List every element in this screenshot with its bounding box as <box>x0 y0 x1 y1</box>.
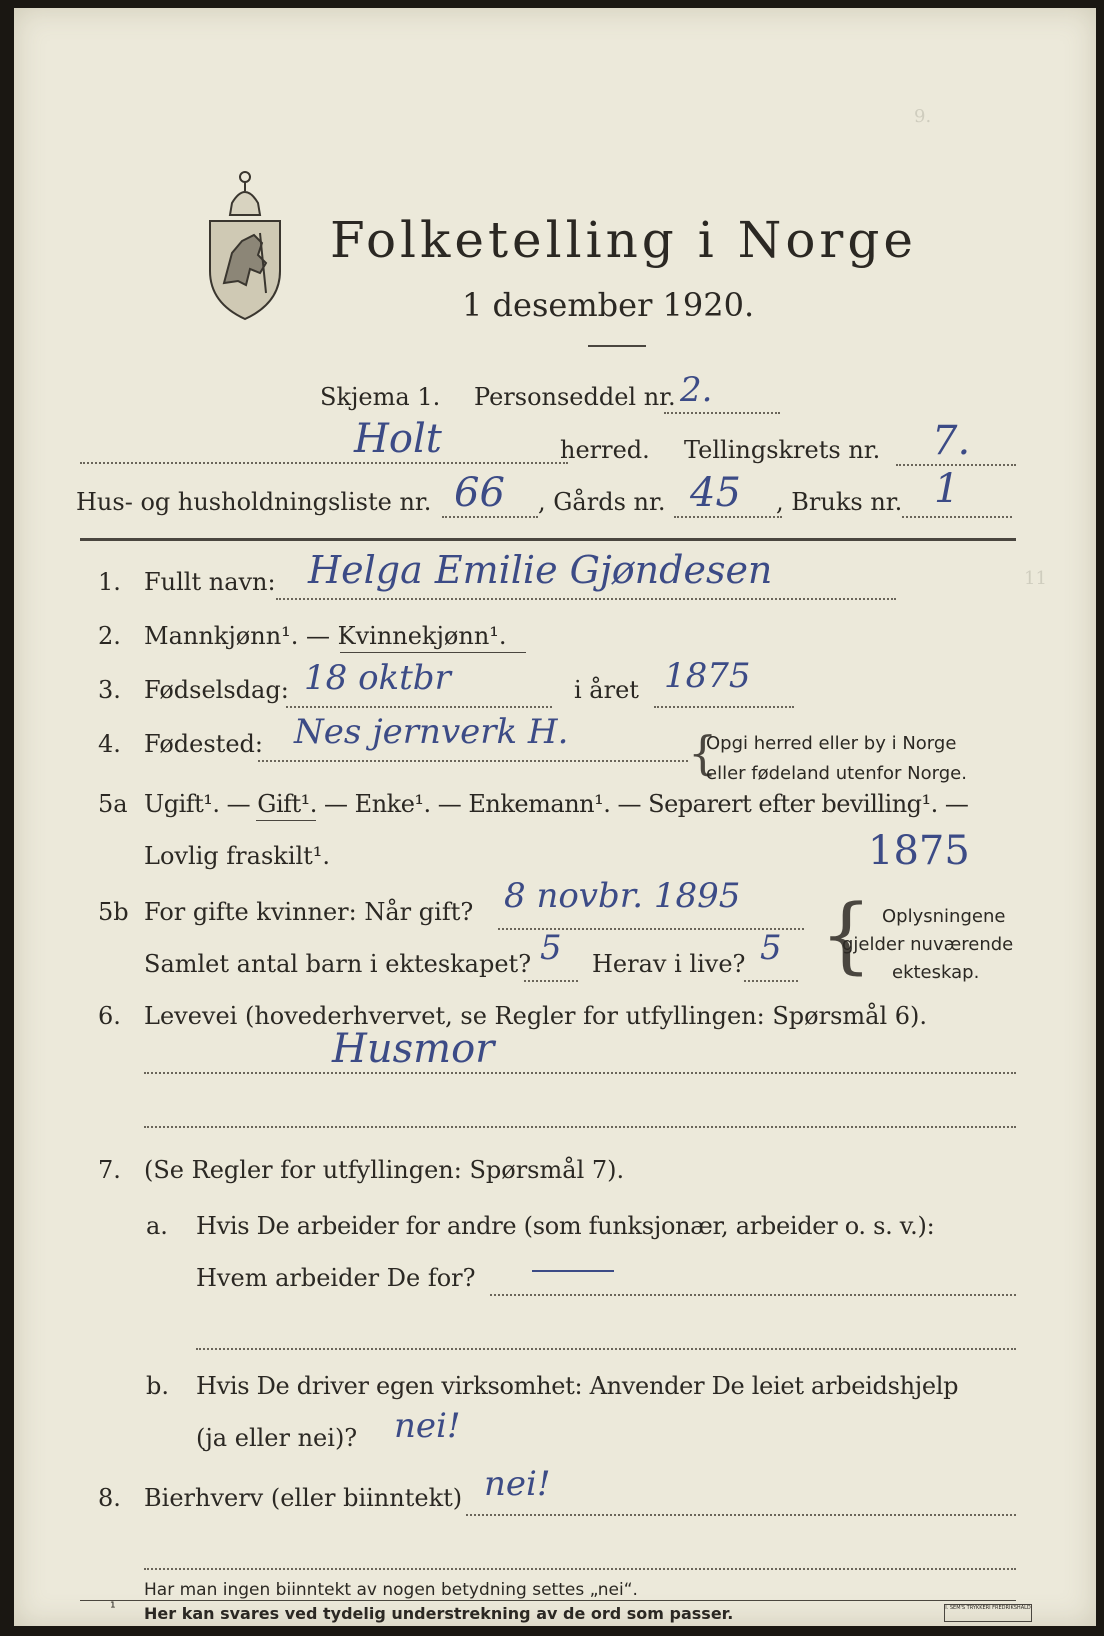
hus-label: Hus- og husholdningsliste nr. <box>76 488 432 516</box>
birthplace-value[interactable]: Nes jernverk H. <box>294 712 569 752</box>
children-total-value[interactable]: 5 <box>540 928 562 968</box>
bleed-through-text: 11 <box>1024 568 1047 589</box>
q4-label: Fødested: <box>144 730 263 758</box>
skjema-label: Skjema 1. <box>320 383 441 411</box>
q6-dots-2 <box>144 1126 1016 1128</box>
children-total-dots <box>524 980 578 982</box>
birth-year-value[interactable]: 1875 <box>664 656 751 696</box>
q5b-note-line1: Oplysningene <box>882 906 1006 927</box>
full-name-value[interactable]: Helga Emilie Gjøndesen <box>308 548 773 592</box>
q3-label: Fødselsdag: <box>144 676 289 704</box>
gards-label: , Gårds nr. <box>538 488 666 516</box>
q7a-dots-2 <box>196 1348 1016 1350</box>
footer-rule <box>80 1600 1016 1601</box>
q8-number: 8. <box>98 1484 121 1512</box>
bruks-value[interactable]: 1 <box>934 466 960 512</box>
hus-dots <box>442 516 538 518</box>
q7a-line1: Hvis De arbeider for andre (som funksjonær, arbeider o. s. v.): <box>196 1212 935 1240</box>
q7a-line2: Hvem arbeider De for? <box>196 1264 476 1292</box>
marital-underline <box>256 820 316 821</box>
q7a-letter: a. <box>146 1212 168 1240</box>
herred-label: herred. <box>560 436 650 464</box>
census-form <box>14 8 1096 1626</box>
q4-note-line1: Opgi herred eller by i Norge <box>706 733 957 754</box>
footnote-mark: ¹ <box>110 1600 116 1616</box>
tellingskrets-value[interactable]: 7. <box>932 418 971 464</box>
employer-dots[interactable] <box>490 1294 1016 1296</box>
children-total-label: Samlet antal barn i ekteskapet? <box>144 950 532 978</box>
q3-dots <box>286 706 552 708</box>
q5b-note-line3: ekteskap. <box>892 962 980 983</box>
married-when-label: For gifte kvinner: Når gift? <box>144 898 474 926</box>
q6-number: 6. <box>98 1002 121 1030</box>
bruks-dots <box>902 516 1012 518</box>
header-rule <box>80 538 1016 541</box>
margin-year-note: 1875 <box>868 828 970 874</box>
children-alive-dots <box>744 980 798 982</box>
q1-label: Fullt navn: <box>144 568 276 596</box>
q7b-letter: b. <box>146 1372 169 1400</box>
bruks-label: , Bruks nr. <box>776 488 903 516</box>
form-title: Folketelling i Norge <box>330 211 917 269</box>
side-income-value[interactable]: nei! <box>484 1464 551 1504</box>
q8-dots-2 <box>144 1568 1016 1570</box>
marital-status-options: Ugift¹. — Gift¹. — Enke¹. — Enkemann¹. — Separert efter bevilling¹. — <box>144 790 969 818</box>
gender-options: Mannkjønn¹. — Kvinnekjønn¹. <box>144 622 507 650</box>
birth-year-dots <box>654 706 794 708</box>
q2-number: 2. <box>98 622 121 650</box>
gards-value[interactable]: 45 <box>690 470 741 516</box>
bleed-through-text: 9. <box>914 106 932 127</box>
tellingskrets-label: Tellingskrets nr. <box>684 436 881 464</box>
children-alive-value[interactable]: 5 <box>760 928 782 968</box>
personseddel-label: Personseddel nr. <box>474 383 676 411</box>
q7-number: 7. <box>98 1156 121 1184</box>
footer-note: Har man ingen biinntekt av nogen betydning settes „nei“. <box>144 1580 638 1600</box>
printer-stamp: I. SEM'S TRYKKERI FREDRIKSHALD <box>944 1604 1032 1622</box>
q7-label: (Se Regler for utfyllingen: Spørsmål 7). <box>144 1156 625 1184</box>
coat-of-arms-icon <box>202 163 288 323</box>
q6-label: Levevei (hovederhvervet, se Regler for utfyllingen: Spørsmål 6). <box>144 1002 928 1030</box>
q8-dots <box>466 1514 1016 1516</box>
q1-number: 1. <box>98 568 121 596</box>
gards-dots <box>674 516 782 518</box>
q8-label: Bierhverv (eller biinntekt) <box>144 1484 463 1512</box>
occupation-value[interactable]: Husmor <box>332 1026 495 1072</box>
q5b-brace: { <box>820 888 873 983</box>
q4-dots <box>258 760 688 762</box>
birth-year-label: i året <box>574 676 639 704</box>
personseddel-dots <box>664 412 780 414</box>
form-date: 1 desember 1920. <box>462 286 755 324</box>
herred-dots <box>80 462 568 464</box>
q1-dots <box>276 598 896 600</box>
birth-day-value[interactable]: 18 oktbr <box>304 658 451 698</box>
title-divider <box>588 345 646 347</box>
q7b-line2: (ja eller nei)? <box>196 1424 358 1452</box>
marital-status-line2: Lovlig fraskilt¹. <box>144 842 331 870</box>
gender-underline <box>340 652 526 653</box>
q4-brace: { <box>688 726 718 780</box>
q5b-number: 5b <box>98 898 129 926</box>
personseddel-value[interactable]: 2. <box>680 370 713 410</box>
married-when-value[interactable]: 8 novbr. 1895 <box>504 876 741 916</box>
children-alive-label: Herav i live? <box>592 950 746 978</box>
herred-value[interactable]: Holt <box>354 416 442 462</box>
q5a-number: 5a <box>98 790 128 818</box>
q6-dots-1 <box>144 1072 1016 1074</box>
q5b-note-line2: gjelder nuværende <box>842 934 1014 955</box>
hus-value[interactable]: 66 <box>454 470 505 516</box>
q4-note-line2: eller fødeland utenfor Norge. <box>706 763 967 784</box>
footnote-text: Her kan svares ved tydelig understrekning av de ord som passer. <box>144 1604 734 1623</box>
q3-number: 3. <box>98 676 121 704</box>
q7b-line1: Hvis De driver egen virksomhet: Anvender De leiet arbeidshjelp <box>196 1372 959 1400</box>
hired-help-value[interactable]: nei! <box>394 1406 461 1446</box>
employer-dash <box>532 1270 614 1272</box>
q4-number: 4. <box>98 730 121 758</box>
